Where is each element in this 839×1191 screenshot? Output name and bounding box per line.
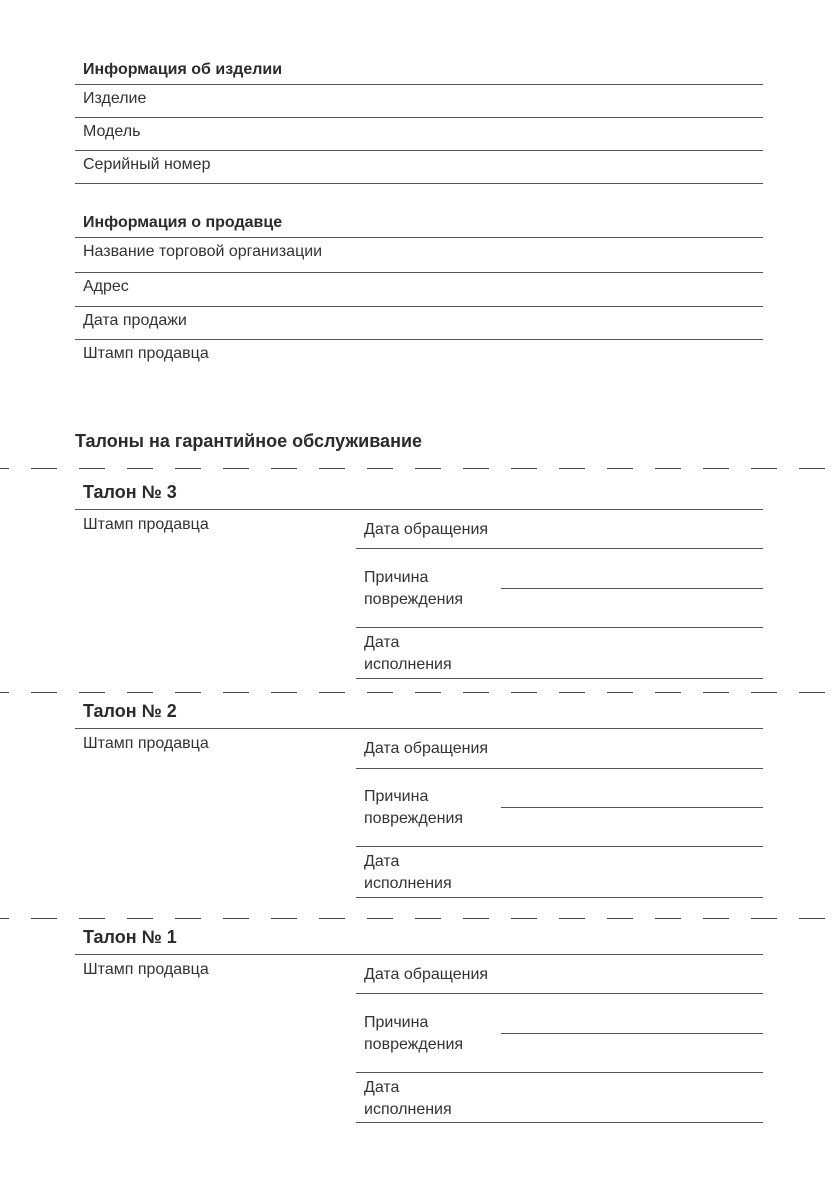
field-product: Изделие [83,90,147,107]
divider [75,84,763,85]
divider [356,1122,763,1123]
field-address: Адрес [83,278,129,295]
coupon-request-date-label: Дата обращения [364,740,489,757]
divider [75,728,763,729]
coupon-completion-date-label-line2: исполнения [364,656,452,673]
coupon-title: Талон № 1 [83,927,177,947]
field-trade-organization: Название торговой организации [83,243,323,260]
coupon-seller-stamp: Штамп продавца [83,961,209,978]
divider [356,1072,763,1073]
divider [356,627,763,628]
coupon-completion-date-label: Дата [364,634,400,651]
coupon-damage-cause-label-line2: повреждения [364,810,464,827]
cut-line [0,918,839,920]
field-sale-date: Дата продажи [83,312,187,329]
coupon-damage-cause-label: Причина [364,788,429,805]
divider [356,548,763,549]
coupon-damage-cause-label: Причина [364,1014,429,1031]
coupon-completion-date-label-line2: исполнения [364,1101,452,1118]
divider [75,237,763,238]
divider [75,954,763,955]
coupon-completion-date-label: Дата [364,1079,400,1096]
coupons-title: Талоны на гарантийное обслуживание [75,431,423,451]
divider [501,1033,763,1034]
coupon-damage-cause-label-line2: повреждения [364,591,464,608]
field-model: Модель [83,123,141,140]
divider [75,509,763,510]
divider [75,306,763,307]
divider [356,993,763,994]
divider [75,150,763,151]
divider [75,272,763,273]
divider [75,183,763,184]
coupon-title: Талон № 2 [83,701,177,721]
coupon-completion-date-label: Дата [364,853,400,870]
divider [356,897,763,898]
coupon-seller-stamp: Штамп продавца [83,735,209,752]
field-seller-stamp: Штамп продавца [83,345,209,362]
coupon-damage-cause-label: Причина [364,569,429,586]
coupon-request-date-label: Дата обращения [364,966,489,983]
divider [501,807,763,808]
divider [75,117,763,118]
cut-line [0,468,839,470]
divider [356,846,763,847]
divider [356,678,763,679]
coupon-seller-stamp: Штамп продавца [83,516,209,533]
coupon-damage-cause-label-line2: повреждения [364,1036,464,1053]
divider [501,588,763,589]
cut-line [0,692,839,694]
product-info-title: Информация об изделии [83,61,283,78]
coupon-completion-date-label-line2: исполнения [364,875,452,892]
coupon-request-date-label: Дата обращения [364,521,489,538]
field-serial-number: Серийный номер [83,156,211,173]
divider [356,768,763,769]
seller-info-title: Информация о продавце [83,214,283,231]
divider [75,339,763,340]
coupon-title: Талон № 3 [83,482,177,502]
